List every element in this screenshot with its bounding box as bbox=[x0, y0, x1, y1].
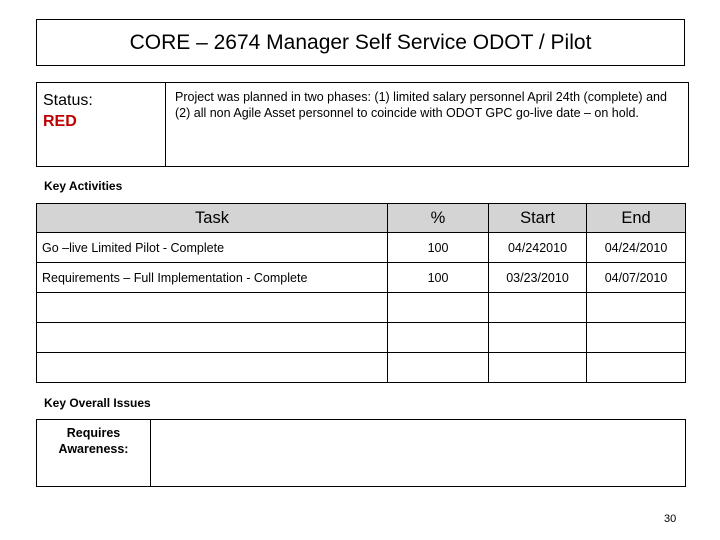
status-panel bbox=[36, 82, 689, 167]
key-issues-heading: Key Overall Issues bbox=[44, 396, 151, 410]
table-row bbox=[37, 353, 686, 383]
task-cell: Requirements – Full Implementation - Complete bbox=[37, 263, 388, 293]
start-cell bbox=[489, 293, 587, 323]
status-cell bbox=[37, 83, 166, 166]
key-activities-table bbox=[36, 203, 686, 383]
issues-panel bbox=[36, 419, 686, 487]
table-row bbox=[37, 233, 686, 263]
percent-cell: 100 bbox=[388, 233, 489, 263]
percent-cell: 100 bbox=[388, 263, 489, 293]
end-cell bbox=[587, 293, 686, 323]
header-start: Start bbox=[489, 204, 587, 233]
percent-cell bbox=[388, 353, 489, 383]
page-number: 30 bbox=[664, 513, 677, 525]
task-cell bbox=[37, 323, 388, 353]
start-cell bbox=[489, 323, 587, 353]
start-cell bbox=[489, 353, 587, 383]
task-cell: Go –live Limited Pilot - Complete bbox=[37, 233, 388, 263]
task-cell bbox=[37, 353, 388, 383]
header-end: End bbox=[587, 204, 686, 233]
start-cell: 03/23/2010 bbox=[489, 263, 587, 293]
task-cell bbox=[37, 293, 388, 323]
table-row bbox=[37, 293, 686, 323]
header-percent: % bbox=[388, 204, 489, 233]
end-cell: 04/24/2010 bbox=[587, 233, 686, 263]
status-description: Project was planned in two phases: (1) limited salary personnel April 24th (complete) and (2) all non Agile Asset personnel to coincide with ODOT GPC go-live date – on hold. bbox=[175, 90, 667, 120]
end-cell bbox=[587, 353, 686, 383]
start-cell: 04/242010 bbox=[489, 233, 587, 263]
table-header-row bbox=[37, 204, 686, 233]
end-cell bbox=[587, 323, 686, 353]
key-activities-heading: Key Activities bbox=[44, 179, 123, 193]
percent-cell bbox=[388, 293, 489, 323]
table-row bbox=[37, 263, 686, 293]
status-value: RED bbox=[43, 113, 77, 130]
status-label: Status: bbox=[43, 92, 93, 109]
table-row bbox=[37, 323, 686, 353]
slide-title: CORE – 2674 Manager Self Service ODOT / Pilot bbox=[36, 19, 685, 66]
header-task: Task bbox=[37, 204, 388, 233]
percent-cell bbox=[388, 323, 489, 353]
end-cell: 04/07/2010 bbox=[587, 263, 686, 293]
requires-awareness-label: Requires Awareness: bbox=[37, 420, 151, 486]
